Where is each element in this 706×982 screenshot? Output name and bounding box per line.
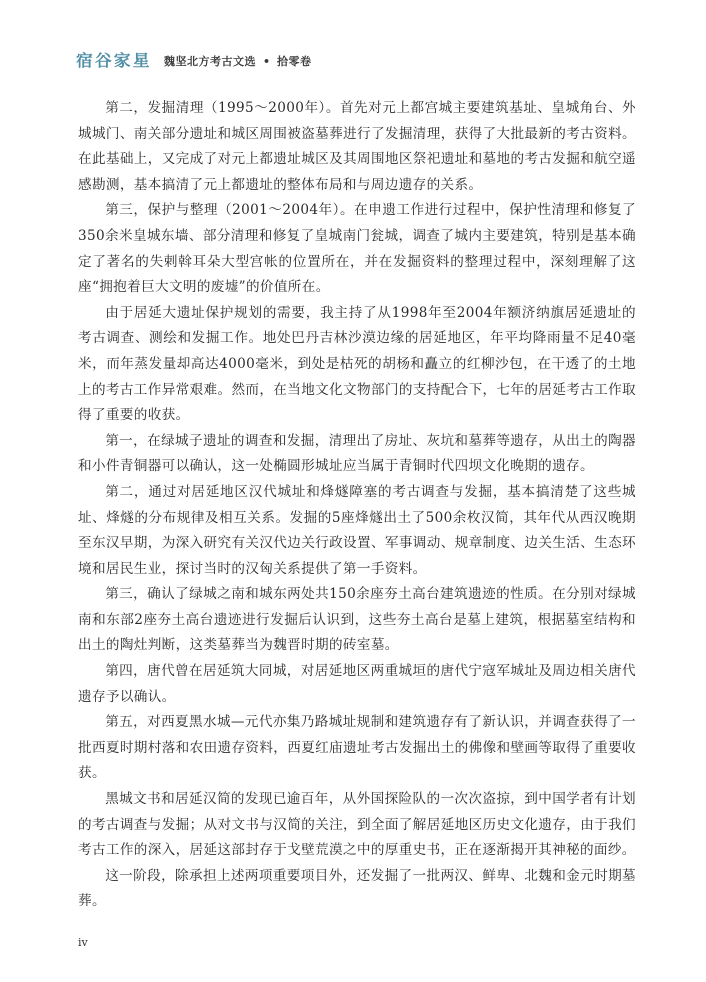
paragraph: 第二，发掘清理（1995～2000年）。首先对元上都宫城主要建筑基址、皇城角台、外城城门、南关部分遗址和城区周围被盗墓葬进行了发掘清理，获得了大批最新的考古资料。在此基础上，又完成了对元上都遗址城区及其周围地区祭祀遗址和墓地的考古发掘和航空遥感勘测，基本搞清了元上都遗址的整体布局和与周边遗存的关系。: [78, 100, 636, 193]
header-separator: •: [263, 54, 271, 68]
running-header: [76, 52, 312, 70]
page-number: iv: [78, 936, 88, 949]
paragraph: 第四，唐代曾在居延筑大同城，对居延地区两重城垣的唐代宁寇军城址及周边相关唐代遗存予以确认。: [78, 663, 636, 705]
paragraph: 这一阶段，除承担上述两项重要项目外，还发掘了一批两汉、鲜卑、北魏和金元时期墓葬。: [78, 867, 636, 910]
paragraph: 第二，通过对居延地区汉代城址和烽燧障塞的考古调查与发掘，基本搞清楚了这些城址、烽燧的分布规律及相互关系。发掘的5座烽燧出土了500余枚汉简，其年代从西汉晚期至东汉早期，为深入研究有关汉代边关行政设置、军事调动、规章制度、边关生活、生态环境和居民生业，探讨当时的汉匈关系提供了第一手资料。: [78, 483, 636, 577]
volume-title: 拾零卷: [277, 55, 312, 68]
paragraph: 第三，确认了绿城之南和城东两处共150余座夯土高台建筑遗迹的性质。在分别对绿城南和东部2座夯土高台遗迹进行发掘后认识到，这些夯土高台是墓上建筑，根据墓室结构和出土的陶灶判断，这类墓葬当为魏晋时期的砖室墓。: [78, 586, 636, 654]
paragraph: 第三，保护与整理（2001～2004年）。在申遗工作进行过程中，保护性清理和修复了350余米皇城东墙、部分清理和修复了皇城南门瓮城，调查了城内主要建筑，特别是基本确定了著名的失剌斡耳朵大型宫帐的位置所在，并在发掘资料的整理过程中，深刻理解了这座“拥抱着巨大文明的废墟”的价值所在。: [78, 202, 636, 296]
paragraph: 第一，在绿城子遗址的调查和发掘，清理出了房址、灰坑和墓葬等遗存，从出土的陶器和小件青铜器可以确认，这一处椭圆形城址应当属于青铜时代四坝文化晚期的遗存。: [78, 432, 636, 475]
book-series-title: 魏坚北方考古文选: [164, 55, 257, 68]
publisher-logo: 宿谷家星: [76, 51, 152, 70]
paragraph: 黑城文书和居延汉简的发现已逾百年，从外国探险队的一次次盗掠，到中国学者有计划的考古调查与发掘；从对文书与汉简的关注，到全面了解居延地区历史文化遗存，由于我们考古工作的深入，居延这部封存于戈壁荒漠之中的厚重史书，正在逐渐揭开其神秘的面纱。: [78, 791, 636, 859]
paragraph: 第五，对西夏黑水城—元代亦集乃路城址规制和建筑遗存有了新认识，并调查获得了一批西夏时期村落和农田遗存资料，西夏红庙遗址考古发掘出土的佛像和壁画等取得了重要收获。: [78, 714, 636, 782]
body-text: [78, 96, 636, 915]
paragraph: 由于居延大遗址保护规划的需要，我主持了从1998年至2004年额济纳旗居延遗址的考古调查、测绘和发掘工作。地处巴丹吉林沙漠边缘的居延地区，年平均降雨量不足40毫米，而年蒸发量却高达4000毫米，到处是枯死的胡杨和矗立的红柳沙包，在干透了的土地上的考古工作异常艰难。然而，在当地文化文物部门的支持配合下，七年的居延考古工作取得了重要的收获。: [78, 304, 636, 424]
